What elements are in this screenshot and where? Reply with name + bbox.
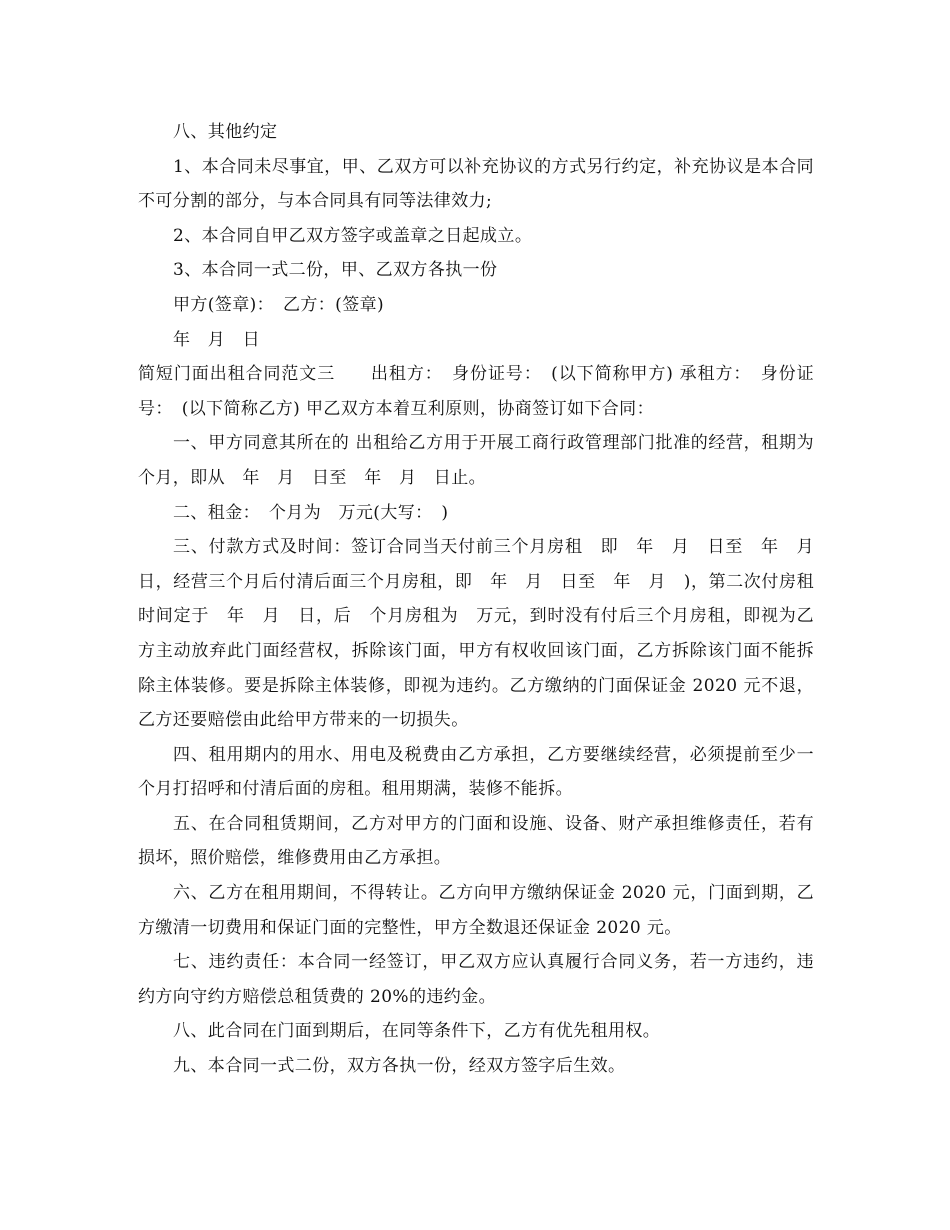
contract-title-paragraph: 简短门面出租合同范文三 出租方： 身份证号： (以下简称甲方) 承租方： 身份证号： (以下简称乙方) 甲乙双方本着互利原则，协商签订如下合同： bbox=[138, 364, 814, 419]
clause-paragraph: 九、本合同一式二份，双方各执一份，经双方签字后生效。 bbox=[173, 1056, 626, 1077]
signature-line: 甲方(签章)： 乙方：(签章) bbox=[173, 294, 385, 315]
clause-paragraph: 二、租金： 个月为 万元(大写： ) bbox=[173, 502, 449, 523]
date-line: 年 月 日 bbox=[173, 329, 260, 350]
clause-paragraph: 八、此合同在门面到期后，在同等条件下，乙方有优先租用权。 bbox=[173, 1021, 661, 1042]
clause-paragraph: 四、租用期内的用水、用电及税费由乙方承担，乙方要继续经营，必须提前至少一个月打招呼和付清后面的房租。租用期满，装修不能拆。 bbox=[138, 744, 814, 800]
clause-paragraph: 七、违约责任：本合同一经签订，甲乙双方应认真履行合同义务，若一方违约，违约方向守约方赔偿总租赁费的 20%的违约金。 bbox=[138, 952, 814, 1007]
clause-paragraph: 3、本合同一式二份，甲、乙双方各执一份 bbox=[173, 260, 498, 281]
clause-paragraph: 一、甲方同意其所在的 出租给乙方用于开展工商行政管理部门批准的经营，租期为 个月，即从 年 月 日至 年 月 日止。 bbox=[138, 433, 814, 488]
document-body bbox=[138, 115, 832, 1084]
clause-paragraph: 三、付款方式及时间：签订合同当天付前三个月房租 即 年 月 日至 年 月 日，经营三个月后付清后面三个月房租，即 年 月 日至 年 月 )，第二次付房租时间定于 年 月 日，后 个月房租为 万元，到时没有付后三个月房租，即视为乙方主动放弃此门面经营权，拆除该门面，甲方有权收回该门面，乙方拆除该门面不能拆除主体装修。要是拆除主体装修，即视为违约。乙方缴纳的门面保证金 2020 元不退，乙方还要赔偿由此给甲方带来的一切损失。 bbox=[138, 537, 832, 731]
clause-paragraph: 1、本合同未尽事宜，甲、乙双方可以补充协议的方式另行约定，补充协议是本合同不可分割的部分，与本合同具有同等法律效力; bbox=[138, 156, 814, 212]
clause-paragraph: 五、在合同租赁期间，乙方对甲方的门面和设施、设备、财产承担维修责任，若有损坏，照价赔偿，维修费用由乙方承担。 bbox=[138, 813, 814, 869]
clause-paragraph: 六、乙方在租用期间，不得转让。乙方向甲方缴纳保证金 2020 元，门面到期，乙方缴清一切费用和保证门面的完整性，甲方全数退还保证金 2020 元。 bbox=[138, 883, 814, 938]
clause-paragraph: 2、本合同自甲乙双方签字或盖章之日起成立。 bbox=[173, 225, 533, 246]
section-heading-other-terms: 八、其他约定 bbox=[173, 122, 278, 142]
